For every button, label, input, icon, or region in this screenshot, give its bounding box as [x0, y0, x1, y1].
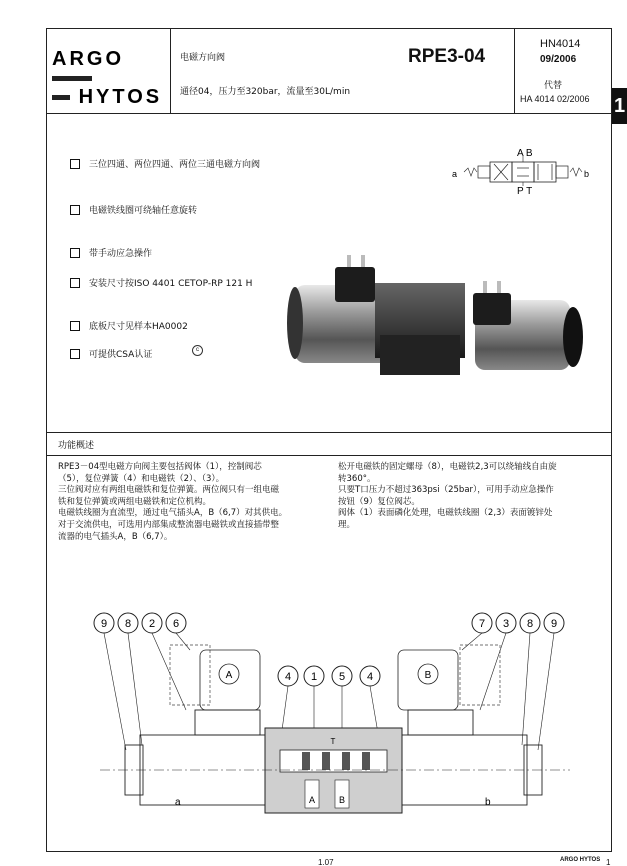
- feature-item: 可提供CSA认证: [70, 347, 152, 360]
- port-a-label: A: [308, 795, 316, 805]
- header-divider: [170, 28, 171, 114]
- symbol-ab-label: A B: [517, 148, 533, 159]
- checkbox-icon: [70, 248, 80, 258]
- callout-label: 6: [172, 618, 180, 630]
- feature-item: 底板尺寸见样本HA0002: [70, 319, 188, 332]
- header-divider: [514, 28, 515, 114]
- doc-number: HN4014: [540, 38, 581, 50]
- model-title: RPE3-04: [408, 46, 486, 67]
- connector-a-label: A: [225, 670, 233, 681]
- checkbox-icon: [70, 349, 80, 359]
- footer-logo: ARGO HYTOS: [560, 857, 601, 863]
- replaces-label: 代替: [544, 81, 563, 91]
- argo-hytos-logo: ARGO HYTOS: [52, 48, 163, 108]
- doc-subtitle: 通径04，压力至320bar，流量至30L/min: [180, 87, 351, 97]
- side-a-label: a: [175, 797, 181, 808]
- callout-label: 2: [148, 618, 156, 630]
- callout-label: 4: [366, 671, 374, 683]
- feature-item: 三位四通、两位四通、两位三通电磁方向阀: [70, 157, 260, 170]
- chapter-tab: 1: [612, 88, 627, 124]
- csa-mark-icon: c: [192, 345, 203, 356]
- callout-label: 1: [310, 671, 318, 683]
- replaces-ref: HA 4014 02/2006: [520, 94, 590, 104]
- checkbox-icon: [70, 278, 80, 288]
- symbol-a-label: a: [452, 169, 458, 179]
- callout-label: 9: [100, 618, 108, 630]
- feature-item: 带手动应急操作: [70, 246, 152, 259]
- callout-label: 4: [284, 671, 292, 683]
- symbol-b-label: b: [584, 169, 590, 179]
- description-right: 松开电磁铁的固定螺母（8），电磁铁2,3可以绕轴线自由旋 转360°。 只要T口压力不超过363psi（25bar），可用手动应急操作 按钮（9）复位阀芯。 阀体（1）表面磷化处理，电磁铁线圈（2,3）表面镀锌处 理。: [338, 462, 557, 530]
- feature-item: 安装尺寸按ISO 4401 CETOP-RP 121 H: [70, 276, 252, 289]
- section-divider: [46, 432, 612, 433]
- valve-photo: [285, 255, 585, 385]
- connector-b-label: B: [424, 670, 432, 681]
- checkbox-icon: [70, 205, 80, 215]
- symbol-pt-label: P T: [517, 186, 533, 196]
- page-number-right: 1: [606, 858, 611, 866]
- callout-label: 7: [478, 618, 486, 630]
- page-number: 1.07: [318, 858, 334, 866]
- callout-label: 8: [526, 618, 534, 630]
- checkbox-icon: [70, 321, 80, 331]
- callout-label: 5: [338, 671, 346, 683]
- feature-item: 电磁铁线圈可绕轴任意旋转: [70, 203, 197, 216]
- port-t-label: T: [330, 737, 336, 746]
- port-b-label: B: [338, 795, 346, 805]
- hydraulic-symbol: [450, 144, 600, 196]
- side-b-label: b: [485, 797, 491, 808]
- section-title: 功能概述: [58, 441, 95, 451]
- sectional-drawing: [90, 610, 580, 820]
- doc-date: 09/2006: [540, 54, 577, 65]
- description-left: RPE3－04型电磁方向阀主要包括阀体（1），控制阀芯 （5），复位弹簧（4）和电磁铁（2）、（3）。 三位阀对应有两组电磁铁和复位弹簧。两位阀只有一组电磁 铁和复位弹簧或两组电磁铁和定位机构。 电磁铁线圈为直流型，通过电气插头A，B（6,7）对其供电。 对于交流供电，可选用内部集成整流器电磁铁或直接插带整 流器的电气插头A，B（6,7）。: [58, 462, 288, 542]
- section-divider: [46, 455, 612, 456]
- doc-type: 电磁方向阀: [180, 53, 226, 63]
- callout-label: 9: [550, 618, 558, 630]
- callout-label: 3: [502, 618, 510, 630]
- checkbox-icon: [70, 159, 80, 169]
- callout-label: 8: [124, 618, 132, 630]
